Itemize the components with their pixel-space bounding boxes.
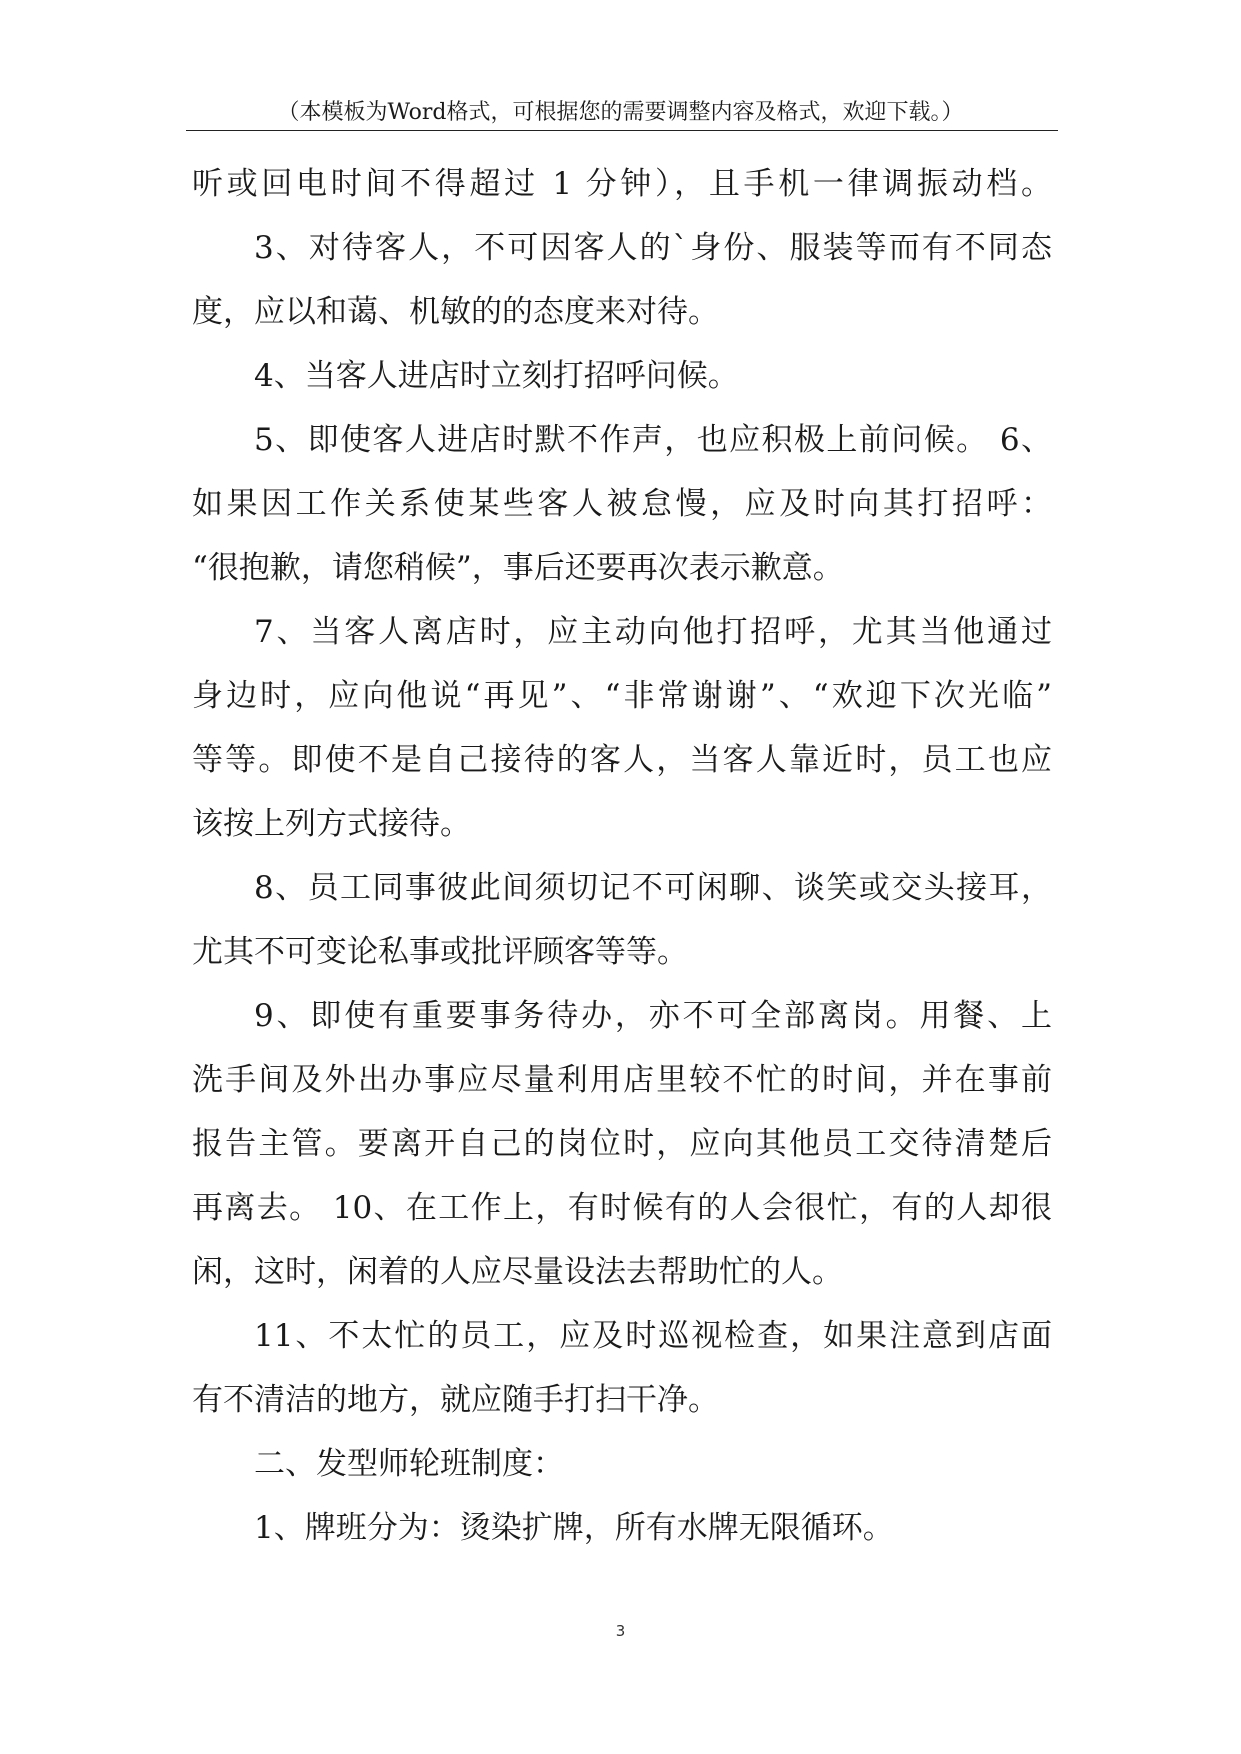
text-line: 3、对待客人，不可因客人的`身份、服装等而有不同态 xyxy=(254,230,1052,266)
text-line: 7、当客人离店时，应主动向他打招呼，尤其当他通过 xyxy=(254,614,1052,650)
text-line: 闲，这时，闲着的人应尽量设法去帮助忙的人。 xyxy=(192,1254,843,1290)
text-line: 该按上列方式接待。 xyxy=(192,806,471,842)
text-line: 11、不太忙的员工，应及时巡视检查，如果注意到店面 xyxy=(254,1318,1052,1354)
text-line: 再离去。 10、在工作上，有时候有的人会很忙，有的人却很 xyxy=(192,1190,1052,1226)
text-line: 等等。即使不是自己接待的客人，当客人靠近时，员工也应 xyxy=(192,742,1052,778)
text-line: “很抱歉，请您稍候”，事后还要再次表示歉意。 xyxy=(192,550,844,586)
text-line: 如果因工作关系使某些客人被怠慢，应及时向其打招呼： xyxy=(192,486,1052,522)
text-line: 有不清洁的地方，就应随手打扫干净。 xyxy=(192,1382,719,1418)
section-heading: 二、发型师轮班制度： xyxy=(254,1446,564,1482)
text-line: 1、牌班分为：烫染扩牌，所有水牌无限循环。 xyxy=(254,1510,894,1546)
text-line: 4、当客人进店时立刻打招呼问候。 xyxy=(254,358,739,394)
text-line: 报告主管。要离开自己的岗位时，应向其他员工交待清楚后 xyxy=(192,1126,1052,1162)
header-note: （本模板为Word格式，可根据您的需要调整内容及格式，欢迎下载。） xyxy=(277,100,964,125)
text-line: 8、员工同事彼此间须切记不可闲聊、谈笑或交头接耳， xyxy=(254,870,1052,906)
text-line: 尤其不可变论私事或批评顾客等等。 xyxy=(192,934,688,970)
document-body xyxy=(192,152,1052,1560)
header-divider xyxy=(186,130,1058,131)
text-line: 9、即使有重要事务待办，亦不可全部离岗。用餐、上 xyxy=(254,998,1052,1034)
text-line: 度，应以和蔼、机敏的的态度来对待。 xyxy=(192,294,719,330)
text-line: 5、即使客人进店时默不作声，也应积极上前问候。 6、 xyxy=(254,422,1052,458)
text-line: 身边时，应向他说“再见”、“非常谢谢”、“欢迎下次光临” xyxy=(192,678,1052,714)
text-line: 听或回电时间不得超过 1 分钟），且手机一律调振动档。 xyxy=(192,166,1052,202)
text-line: 洗手间及外出办事应尽量利用店里较不忙的时间，并在事前 xyxy=(192,1062,1052,1098)
page-number: 3 xyxy=(615,1622,626,1640)
